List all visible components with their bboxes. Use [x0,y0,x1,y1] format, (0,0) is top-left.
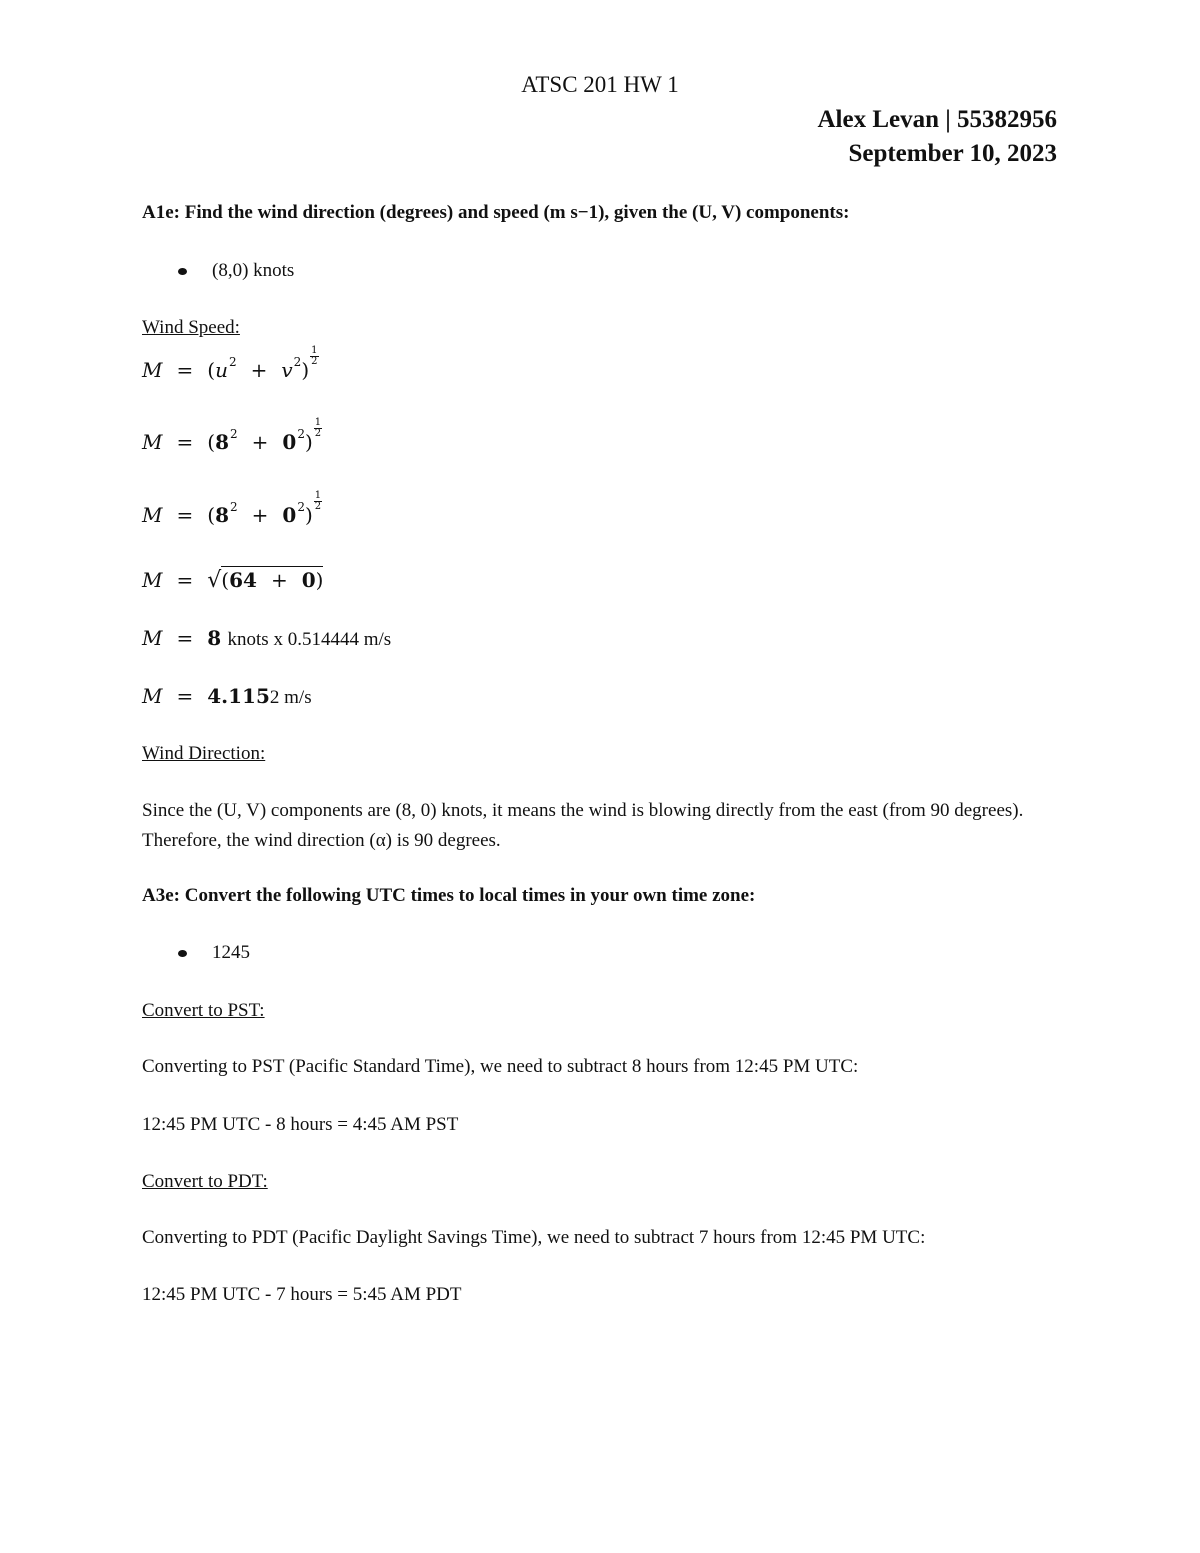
eq-equals: = [176,626,194,650]
author-line: Alex Levan | 55382956 [817,106,1057,133]
eq-v: v [281,358,293,382]
eq-plus: + [251,503,269,527]
eq-exponent: 2 [229,427,238,441]
wind-direction-paragraph: Since the (U, V) components are (8, 0) knots, it means the wind is blowing directly from the east (from 90 degrees). Therefore, the wind direction (α) is 90 degrees. [142,800,1024,851]
pdt-heading: Convert to PDT: [142,1171,268,1192]
eq-equals: = [176,358,194,382]
eq-zero: 0 [282,430,297,454]
eq-half-fraction: $\frac{1}{2}$ [311,345,318,367]
eq-knots-conversion: knots x 0.514444 m/s [227,629,392,650]
question-a3e: A3e: Convert the following UTC times to local times in your own time zone: [142,885,756,906]
pdt-result: 12:45 PM UTC - 7 hours = 5:45 AM PDT [142,1284,462,1305]
eq-exponent: 2 [293,355,302,369]
pst-paragraph: Converting to PST (Pacific Standard Time), we need to subtract 8 hours from 12:45 PM UTC: [142,1056,859,1077]
eq-symbol-m: M [142,626,163,650]
eq-exponent: 2 [228,355,237,369]
pst-result: 12:45 PM UTC - 8 hours = 4:45 AM PST [142,1114,459,1135]
eq-half-fraction: $\frac{1}{2}$ [314,417,322,439]
pst-heading: Convert to PST: [142,1000,265,1021]
date-line: September 10, 2023 [848,140,1057,167]
bullet-a3e: 1245 [212,942,250,963]
eq-plus: + [270,568,288,592]
pdt-paragraph: Converting to PDT (Pacific Daylight Savings Time), we need to subtract 7 hours from 12:45 PM UTC: [142,1227,926,1248]
eq-eight: 8 [207,626,222,650]
eq-sixty-four: 64 [229,568,257,592]
eq-zero: 0 [301,568,316,592]
equation-line-6 [142,684,312,709]
eq-exponent: 2 [229,500,238,514]
eq-equals: = [176,684,194,708]
eq-plus: + [250,358,268,382]
document-title: ATSC 201 HW 1 [521,72,679,97]
eq-equals: = [176,568,194,592]
equation-line-1: $M = (u^2 + v^2)$ $\frac{1}{2}$ [142,345,318,382]
eq-equals: = [176,430,194,454]
eq-plus: + [251,430,269,454]
eq-exponent: 2 [297,500,305,514]
equation-line-4 [142,566,323,593]
wind-speed-heading: Wind Speed: [142,317,240,338]
eq-symbol-m: M [142,503,163,527]
eq-symbol-m: M [142,358,163,382]
equation-line-2: $M = (8^2 + 0^2)$ $\frac{1}{2}$ [142,417,322,454]
eq-symbol-m: M [142,568,163,592]
equation-line-3: $M = (8^2 + 0^2)$ $\frac{1}{2}$ [142,490,322,527]
eq-square-root: √(64 + 0) [207,568,324,593]
bullet-dot [178,268,187,275]
equation-line-5 [142,626,391,651]
eq-symbol-m: M [142,430,163,454]
eq-result-value: 4.115 [207,684,270,708]
bullet-dot [178,950,187,957]
wind-direction-heading: Wind Direction: [142,743,266,764]
eq-eight: 8 [215,503,229,527]
eq-u: u [215,358,228,382]
eq-eight: 8 [215,430,229,454]
bullet-a1e: (8,0) knots [212,260,295,281]
eq-zero: 0 [282,503,297,527]
eq-equals: = [176,503,194,527]
eq-result-unit: 2 m/s [269,687,312,708]
eq-symbol-m: M [142,684,163,708]
eq-half-fraction: $\frac{1}{2}$ [314,490,322,512]
eq-exponent: 2 [297,427,305,441]
question-a1e: A1e: Find the wind direction (degrees) and speed (m s−1), given the (U, V) components: [142,202,850,223]
